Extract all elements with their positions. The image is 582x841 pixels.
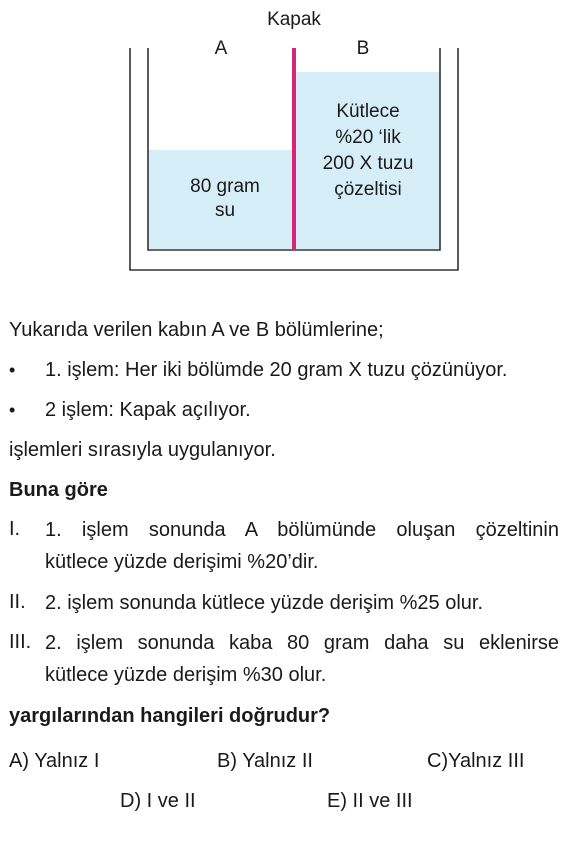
section-b-content-line4: çözeltisi <box>334 179 402 200</box>
step-1-text: 1. işlem: Her iki bölümde 20 gram X tuzu çözünüyor. <box>45 359 508 381</box>
section-a-content-line1: 80 gram <box>190 176 260 197</box>
section-b-label: B <box>356 38 370 59</box>
intro-text: Yukarıda verilen kabın A ve B bölümlerine; <box>9 319 384 341</box>
section-a-label: A <box>214 38 228 59</box>
statement-2-number: II. <box>9 591 26 613</box>
statement-1-line2: kütlece yüzde derişimi %20’dir. <box>45 551 319 573</box>
container-drawing <box>0 0 582 285</box>
section-b-content-line3: 200 X tuzu <box>322 153 414 174</box>
step-2-bullet: • <box>9 400 16 420</box>
lid-label: Kapak <box>267 9 321 30</box>
option-b[interactable]: B) Yalnız II <box>217 750 313 772</box>
option-a[interactable]: A) Yalnız I <box>9 750 100 772</box>
statement-1-number: I. <box>9 518 21 540</box>
statement-3-number: III. <box>9 631 32 653</box>
step-1-bullet: • <box>9 360 16 380</box>
statement-3-line1: 2. işlem sonunda kaba 80 gram daha su eklenirse <box>45 632 559 654</box>
lead-text: Buna göre <box>9 479 108 501</box>
container-diagram <box>0 0 582 285</box>
option-c[interactable]: C)Yalnız III <box>427 750 525 772</box>
option-e[interactable]: E) II ve III <box>327 790 413 812</box>
step-2-text: 2 işlem: Kapak açılıyor. <box>45 399 251 421</box>
statement-1-line1: 1. işlem sonunda A bölümünde oluşan çözeltinin <box>45 519 559 541</box>
statement-2-line1: 2. işlem sonunda kütlece yüzde derişim %25 olur. <box>45 592 484 614</box>
statement-3-line2: kütlece yüzde derişim %30 olur. <box>45 664 327 686</box>
outro-text: işlemleri sırasıyla uygulanıyor. <box>9 439 276 461</box>
section-b-content-line2: %20 ‘lik <box>335 127 401 148</box>
section-b-content-line1: Kütlece <box>336 101 400 122</box>
section-a-content-line2: su <box>214 200 236 221</box>
question-text: yargılarından hangileri doğrudur? <box>9 705 331 727</box>
option-d[interactable]: D) I ve II <box>120 790 196 812</box>
